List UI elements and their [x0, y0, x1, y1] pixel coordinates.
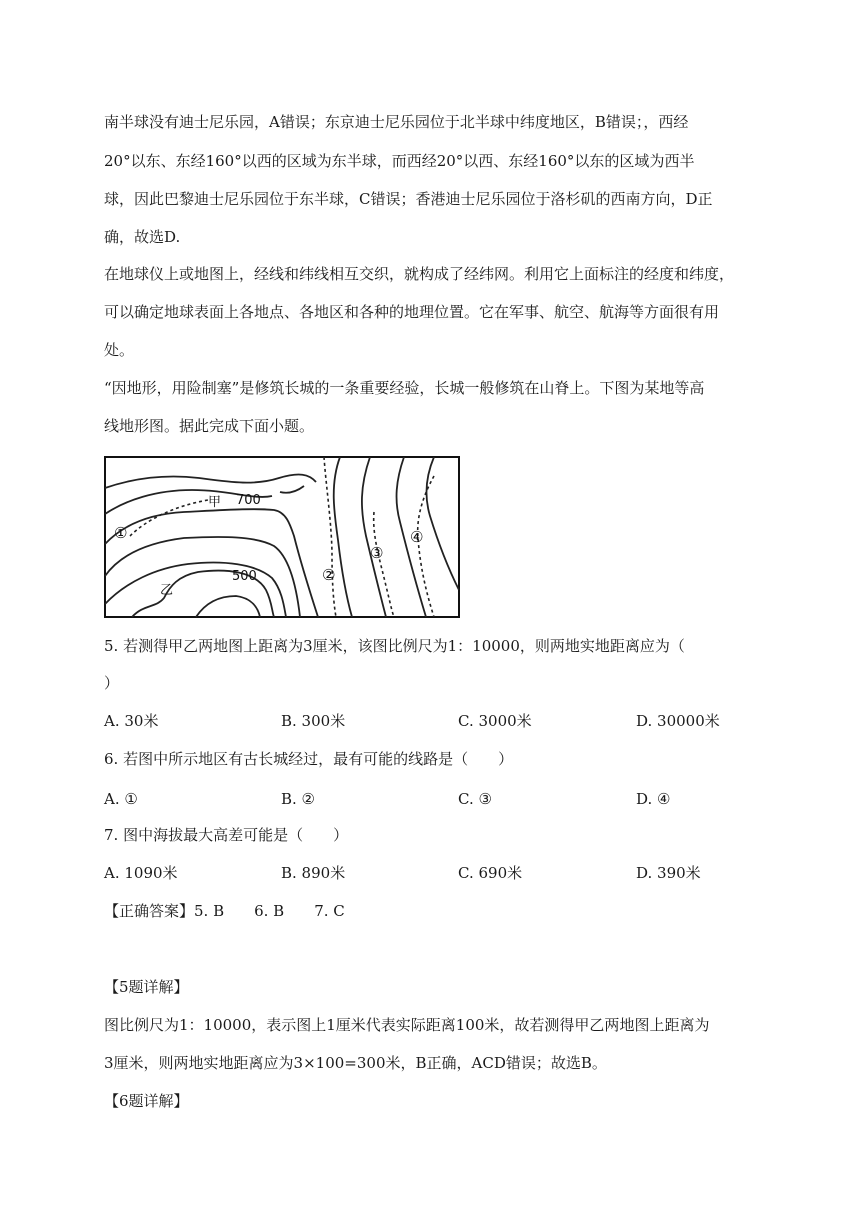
text-line: “因地形，用险制塞”是修筑长城的一条重要经验，长城一般修筑在山脊上。下图为某地等高	[104, 379, 705, 397]
option-a: A. ①	[104, 790, 138, 808]
contour-label-700: 700	[236, 493, 261, 508]
route-label-2: ②	[322, 566, 336, 584]
label-yi: 乙	[160, 583, 174, 598]
option-d: D. ④	[636, 790, 671, 808]
label-jia: 甲	[208, 495, 222, 510]
contour-map	[104, 456, 460, 618]
option-c: C. 3000米	[458, 712, 532, 730]
section-heading: 【6题详解】	[104, 1092, 189, 1110]
route-label-4: ④	[410, 528, 424, 546]
text-line: 线地形图。据此完成下面小题。	[104, 417, 315, 435]
option-a: A. 1090米	[104, 864, 178, 882]
question-stem: 6. 若图中所示地区有古长城经过，最有可能的线路是（ ）	[104, 750, 514, 768]
text-line: 3厘米，则两地实地距离应为3×100=300米，B正确，ACD错误；故选B。	[104, 1054, 607, 1072]
text-line: 可以确定地球表面上各地点、各地区和各种的地理位置。它在军事、航空、航海等方面很有用	[104, 303, 720, 321]
route-label-1: ①	[114, 524, 128, 542]
text-line: 在地球仪上或地图上，经线和纬线相互交织，就构成了经纬网。利用它上面标注的经度和纬度，	[104, 265, 735, 283]
route-label-3: ③	[370, 544, 384, 562]
text-line: 确，故选D.	[104, 228, 181, 246]
question-stem: 7. 图中海拔最大高差可能是（ ）	[104, 826, 349, 844]
text-line: 球，因此巴黎迪士尼乐园位于东半球，C错误；香港迪士尼乐园位于洛杉矶的西南方向，D正	[104, 190, 713, 208]
option-b: B. 890米	[281, 864, 346, 882]
contour-label-500: 500	[232, 569, 257, 584]
map-frame	[105, 457, 459, 617]
text-line: 处。	[104, 341, 135, 359]
option-a: A. 30米	[104, 712, 159, 730]
text-line: 20°以东、东经160°以西的区域为东半球，而西经20°以西、东经160°以东的区域为西半	[104, 152, 695, 170]
option-b: B. 300米	[281, 712, 346, 730]
contour-map-figure	[104, 456, 460, 618]
answer-line: 【正确答案】5. B 6. B 7. C	[104, 902, 345, 920]
option-d: D. 30000米	[636, 712, 720, 730]
question-stem: 5. 若测得甲乙两地图上距离为3厘米，该图比例尺为1：10000，则两地实地距离应为（	[104, 637, 685, 655]
text-line: 图比例尺为1：10000，表示图上1厘米代表实际距离100米，故若测得甲乙两地图上距离为	[104, 1016, 710, 1034]
option-c: C. 690米	[458, 864, 523, 882]
option-c: C. ③	[458, 790, 492, 808]
option-b: B. ②	[281, 790, 316, 808]
option-d: D. 390米	[636, 864, 701, 882]
section-heading: 【5题详解】	[104, 978, 189, 996]
text-line: 南半球没有迪士尼乐园，A错误；东京迪士尼乐园位于北半球中纬度地区，B错误；，西经	[104, 113, 689, 131]
question-stem-continued: ）	[104, 674, 120, 692]
